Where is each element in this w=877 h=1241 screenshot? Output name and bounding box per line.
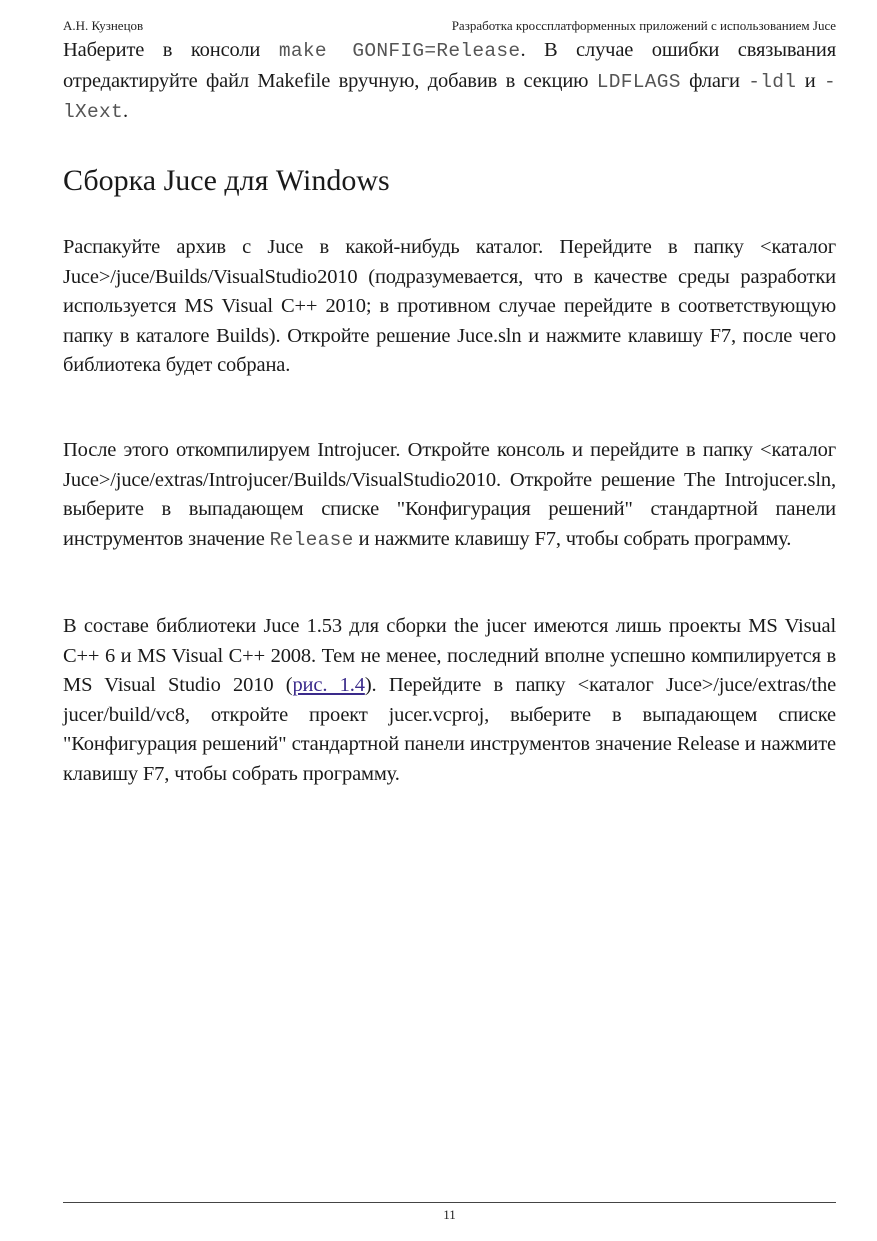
text-run: После этого откомпилируем Introjucer. Откройте консоль и перейдите в папку <каталог Juce>/juce/extras/Introjucer/Builds/VisualStudio2010. Откройте решение The Introjucer.sln, выберите в выпадающем списке "Конфигурация решений" стандартной панели инструментов значение: [63, 439, 836, 550]
code-ldl-flag: -ldl: [748, 70, 797, 93]
section-heading: Сборка Juce для Windows: [63, 164, 390, 197]
page-header: [63, 16, 836, 36]
text-run: и: [796, 69, 824, 92]
header-author: А.Н. Кузнецов: [63, 18, 144, 33]
text-run: ). Перейдите в папку <каталог Juce>/juce/extras/the jucer/build/vc8, откройте проект jucer.vcproj, выберите в выпадающем списке "Конфигурация решений" стандартной панели инструментов значение Release и нажмите клавишу F7, чтобы собрать программу.: [63, 674, 837, 785]
paragraph-build-juce: Распакуйте архив с Juce в какой-нибудь каталог. Перейдите в папку <каталог Juce>/juce/Builds/VisualStudio2010 (подразумевается, что в качестве среды разработки используется MS Visual C++ 2010; в противном случае перейдите в соответствующую папку в каталоге Builds). Откройте решение Juce.sln и нажмите клавишу F7, после чего библиотека будет собрана.: [63, 236, 836, 377]
header-title: Разработка кроссплатформенных приложений с использованием Juce: [451, 18, 836, 33]
paragraph-make-config: [63, 36, 836, 128]
code-ldflags: LDFLAGS: [596, 70, 681, 93]
figure-link[interactable]: рис. 1.4: [292, 674, 365, 697]
code-release: Release: [269, 528, 354, 551]
text-run: .: [123, 100, 128, 123]
text-run: . В случае ошибки связывания отредактируйте файл Makefile вручную, добавив в секцию: [63, 39, 836, 92]
text-run: В составе библиотеки Juce 1.53 для сборки the jucer имеются лишь проекты MS Visual C++ 6 и MS Visual C++ 2008. Тем не менее, последний вполне успешно компилируется в MS Visual Studio 2010 (: [63, 615, 836, 697]
text-run: и нажмите клавишу F7, чтобы собрать программу.: [353, 527, 792, 550]
paragraph-build-introjucer: [63, 436, 836, 555]
page-number: 11: [443, 1207, 456, 1222]
code-make-command: make GONFIG=Release: [278, 40, 521, 62]
text-run: флаги: [680, 69, 749, 92]
text-run: Наберите в консоли: [63, 39, 279, 61]
paragraph-build-jucer: [63, 612, 836, 790]
code-lxext-flag: -lXext: [63, 70, 836, 124]
footer-divider: [63, 1202, 836, 1203]
